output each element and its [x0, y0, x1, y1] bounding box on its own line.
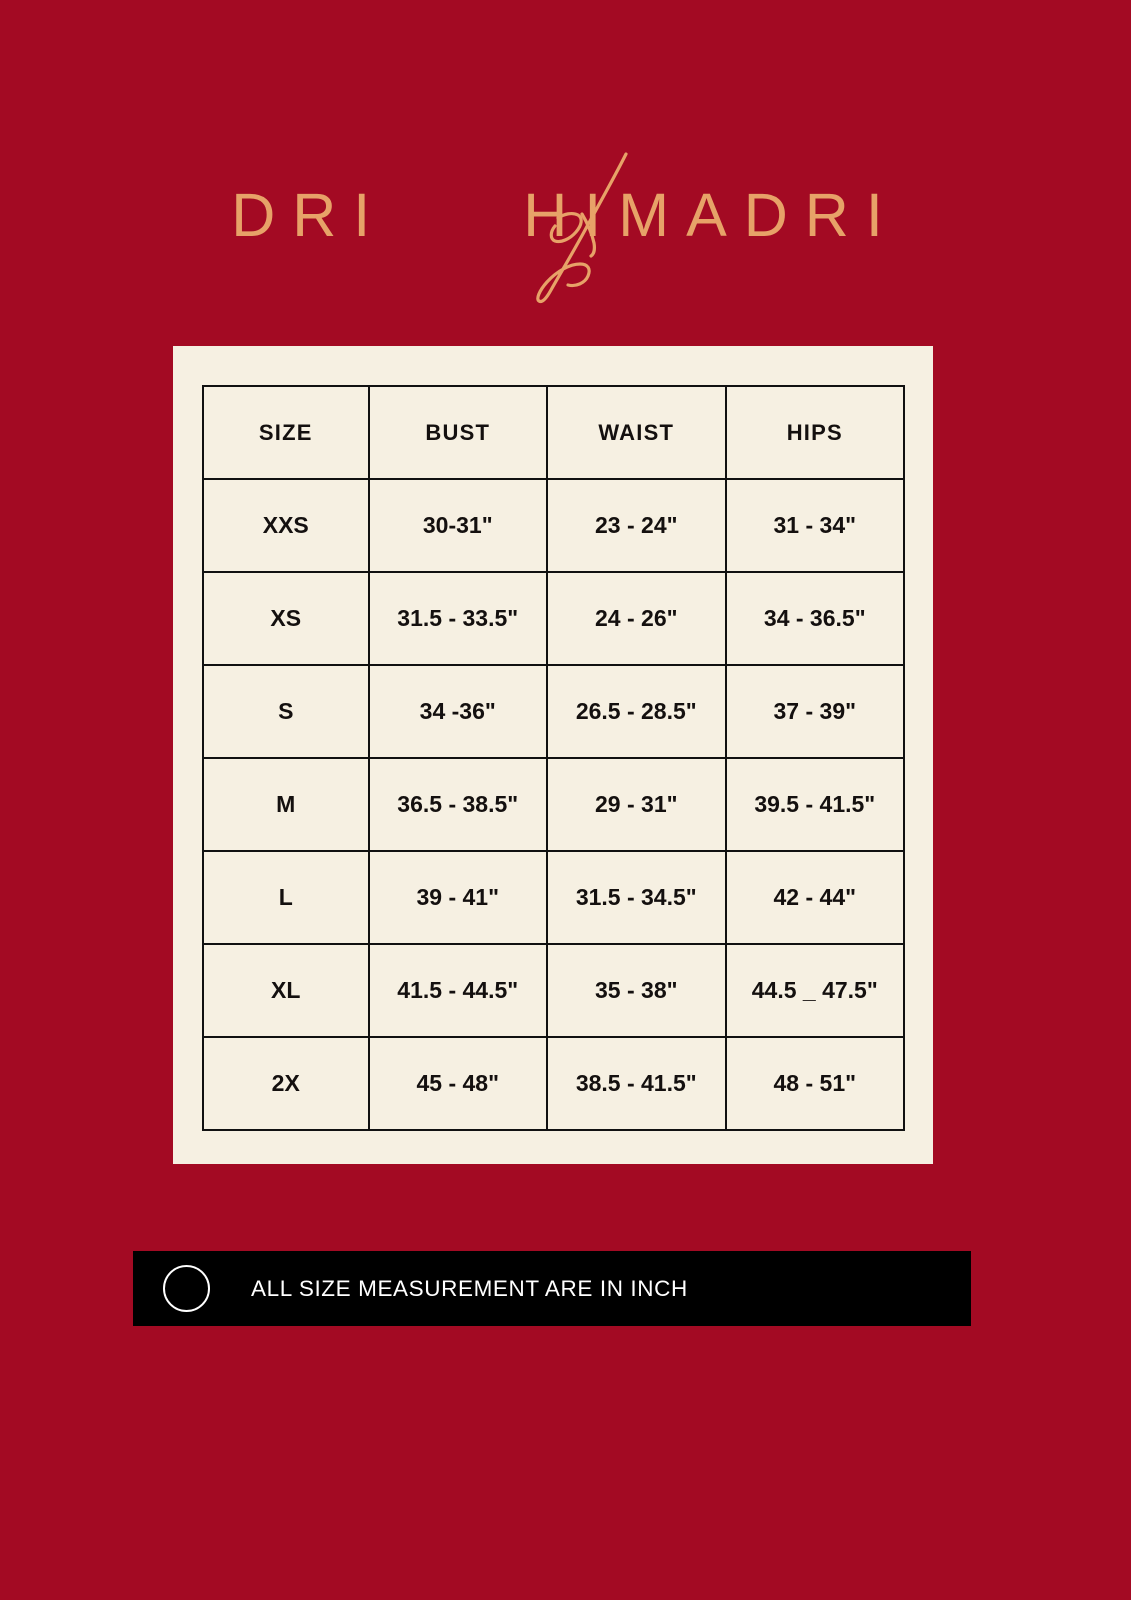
cell-waist: 23 - 24" [547, 479, 726, 572]
cell-waist: 24 - 26" [547, 572, 726, 665]
table-row [203, 572, 904, 665]
cell-bust: 45 - 48" [369, 1037, 547, 1130]
size-chart-card [173, 346, 933, 1164]
brand-logo [0, 120, 1131, 310]
cell-bust: 36.5 - 38.5" [369, 758, 547, 851]
cell-size: XS [203, 572, 369, 665]
logo-lockup [166, 130, 966, 300]
cell-hips: 31 - 34" [726, 479, 904, 572]
cell-waist: 38.5 - 41.5" [547, 1037, 726, 1130]
logo-word-dri: DRI [231, 180, 388, 249]
column-header-hips: HIPS [726, 386, 904, 479]
cell-waist: 26.5 - 28.5" [547, 665, 726, 758]
cell-size: S [203, 665, 369, 758]
table-row [203, 758, 904, 851]
table-row [203, 851, 904, 944]
size-chart-table [202, 385, 905, 1131]
cell-waist: 35 - 38" [547, 944, 726, 1037]
column-header-bust: BUST [369, 386, 547, 479]
measurement-note-text: ALL SIZE MEASUREMENT ARE IN INCH [251, 1275, 688, 1301]
cell-bust: 30-31" [369, 479, 547, 572]
cell-bust: 39 - 41" [369, 851, 547, 944]
table-row [203, 665, 904, 758]
cell-waist: 31.5 - 34.5" [547, 851, 726, 944]
cell-size: L [203, 851, 369, 944]
measurement-note-banner [133, 1251, 971, 1326]
cell-bust: 31.5 - 33.5" [369, 572, 547, 665]
table-row [203, 944, 904, 1037]
table-header-row [203, 386, 904, 479]
cell-waist: 29 - 31" [547, 758, 726, 851]
circle-bullet-icon [163, 1265, 210, 1312]
cell-size: 2X [203, 1037, 369, 1130]
cell-size: XXS [203, 479, 369, 572]
cell-hips: 37 - 39" [726, 665, 904, 758]
column-header-size: SIZE [203, 386, 369, 479]
cell-hips: 42 - 44" [726, 851, 904, 944]
cell-bust: 41.5 - 44.5" [369, 944, 547, 1037]
column-header-waist: WAIST [547, 386, 726, 479]
cell-size: M [203, 758, 369, 851]
cell-size: XL [203, 944, 369, 1037]
cell-hips: 48 - 51" [726, 1037, 904, 1130]
cell-hips: 39.5 - 41.5" [726, 758, 904, 851]
logo-word-himadri: HIMADRI [523, 180, 900, 249]
cell-bust: 34 -36" [369, 665, 547, 758]
table-row [203, 479, 904, 572]
table-row [203, 1037, 904, 1130]
cell-hips: 34 - 36.5" [726, 572, 904, 665]
cell-hips: 44.5 _ 47.5" [726, 944, 904, 1037]
